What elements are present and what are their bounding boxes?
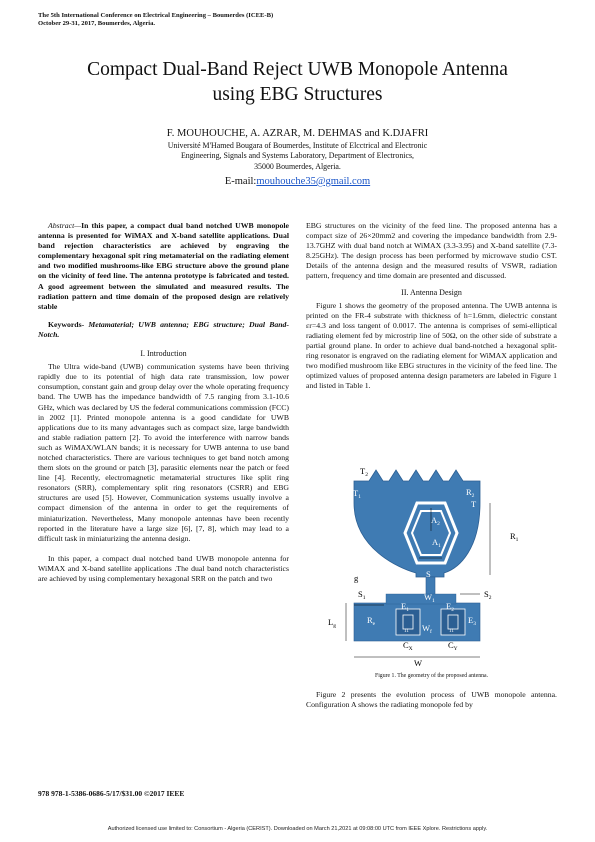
keywords-label: Keywords- [48,319,85,329]
label-t2: T [360,466,366,476]
keywords [38,320,289,340]
svg-text:CY: $C_Y$ [448,640,458,652]
email-label: E-mail: [224,176,257,187]
label-via-right: 11 [449,629,454,634]
antenna-geometry-figure [328,463,540,668]
email-link[interactable]: mouhouche35@gmail.com [256,176,371,187]
svg-text:Wf: $W_f$ [422,623,432,635]
svg-text:E2: $E_2$ [446,601,454,613]
svg-text:S2: $S_2$ [484,589,492,601]
abstract-label: Abstract— [48,221,82,230]
label-r1: R [510,531,516,541]
label-t1: T [353,488,359,498]
right-paragraph-2: Figure 1 shows the geometry of the proposed antenna. The UWB antenna is printed on the FR-4 substrate with thickness of h=1.6mm, dielectric constant εr=4.3 and loss tangent of 0.0017. The antenna is comprises of semi-elliptical radiating element fed by microstrip line of 50Ω, on the other side of substrate a partial ground plane. In order to achieve dual band-notched a hexagonal split-ring resonator is engraved on the radiating element for WiMAX application and two modified mushroom like EBG structures in the vicinity of the feed line. The optimized values of proposed antenna design parameters are labeled in Figure 1 and listed in Table 1. [306,300,557,391]
svg-text:A2: $A_2$ [431,515,440,527]
authors: F. MOUHOUCHE, A. AZRAR, M. DEHMAS and K.DJAFRI [166,128,429,139]
svg-text:T2: $T_2$ [360,466,368,478]
keywords-text: Metamaterial; UWB antenna; EBG structure; Dual Band- Notch. [38,319,290,339]
intro-paragraph-2: In this paper, a compact dual notched band UWB monopole antenna for WiMAX and X-band satellite applications .The dual band notch characteristics are achieved by using complementary hexagonal SRR on the patch and two [38,553,289,583]
svg-text:CX: $C_X$ [403,640,413,652]
right-column-top [306,221,557,392]
svg-text:W1: $W_1$ [424,592,435,604]
conference-name: The 5th International Conference on Electrical Engineering – Boumerdes (ICEE-B) [38,12,274,19]
label-e2: E [446,601,452,611]
label-via-left: 11 [404,629,409,634]
conference-header [38,12,273,28]
license-notice: Authorized licensed use limited to: Consortium - Algeria (CERIST). Downloaded on March 21,2021 at 09:08:00 UTC from IEEE Xplore. Restrictions apply. [107,826,488,832]
left-column [38,221,289,584]
label-a1: A [432,537,439,547]
label-cx: C [403,640,409,650]
title-line-2: using EBG Structures [212,84,383,105]
label-r2: R [466,487,472,497]
abstract-text: In this paper, a compact dual band notched UWB monopole antenna is presented for WiMAX and X-band satellite applications. Dual band rejection characteristics are achieved by engraving the complementary hexagonal spit ring metamaterial on the radiating element and two modified mushrooms-like EBG structure above the ground plane on the vicinity of feed line. The antenna prototype is fabricated and tested. A good agreement between the simulated and measured results. The radiation pattern and time domain of the proposed design are relatively stable [38,221,289,311]
svg-text:E3: $E_3$ [468,615,476,627]
affiliation [60,141,535,172]
svg-text:S1: $S_1$ [358,589,366,601]
label-g: g [354,573,359,583]
label-re: R [367,615,373,625]
svg-text:A1: $A_1$ [432,537,441,549]
copyright-footer: 978 978-1-5386-0686-5/17/$31.00 ©2017 IEEE [38,789,185,798]
label-wf: W [422,623,431,633]
affiliation-line: 35000 Boumerdes, Algeria. [254,161,341,171]
svg-text:Re: $R_e$ [367,615,376,627]
title-line-1: Compact Dual-Band Reject UWB Monopole Antenna [87,59,508,80]
right-column-bottom [306,690,557,710]
label-s: S [426,569,431,579]
right-paragraph-1: EBG structures on the vicinity of the feed line. The proposed antenna has a compact size of 26×20mm2 and covering the impedance bandwidth from 2.9-13.7GHZ with dual band notch at WiMAX (3.3-3.95) and X-band satellite (7.3-8.25GHz). The design process has been performed by microwave studio CST. Details of the antenna design and the measured results of VSWR, radiation pattern, frequency and time domain are presented and discussed. [306,221,557,281]
label-t: T [471,499,477,509]
label-s2: S [484,589,489,599]
label-w: W [414,658,423,668]
right-paragraph-3: Figure 2 presents the evolution process of UWB monopole antenna. Configuration A shows the radiating monopole fed by [306,690,557,710]
email-line [20,176,575,187]
label-lg: L [328,617,334,627]
section-heading-introduction: I. Introduction [140,349,187,359]
label-e1: E [401,601,407,611]
affiliation-line: Université M'Hamed Bougara of Boumerdes, Institute of Elcctrical and Electronic [167,141,428,150]
label-e3: E [468,615,474,625]
affiliation-line: Engineering, Signals and Systems Laboratory, Department of Electronics, [180,151,415,161]
svg-text:T1: $T_1$ [353,488,361,500]
abstract [38,221,289,312]
label-a2: A [431,515,438,525]
paper-title [20,57,575,107]
intro-paragraph-1: The Ultra wide-band (UWB) communication systems have been thriving rapidly due to its potential of high data rate transmission, low power consumption, constant gain and group delay over the whole operating frequency band. The UWB has the impedance bandwidth of 7.5 ranging from 3.1-10.6 GHz, which was declared by US the federal communications commission (FCC) in 2002 [1]. Printed monopole antenna is a good candidate for UWB applications due to its many advantages such as compact size, large bandwidth and stable radiation pattern [2]. To avoid the interference with narrow bands such as WiMAX/WLAN bands; it is necessary for UWB antenna to use band notched characteristics. There are various techniques to get band notch among them slots on the ground or patch [3], parasitic elements near the patch or feed line [4]. Recently, electromagnetic metamaterial structures like split ring resonators (SRR), complementary split ring resonators (CSRR) and EBG structures are used [5]. However, Communication systems usually involve a compact dimension of the antenna in order to get the requirements of miniaturization. Nevertheless, Many monopole antennas have been recently reported in the literature have a large size [6], [7, 8], which may lead to a difficult task in miniaturizing the antenna design. [38,362,289,543]
label-w1: W [424,592,433,602]
section-heading-antenna-design: II. Antenna Design [401,287,462,297]
svg-text:R1: $R_1$ [510,531,519,543]
svg-text:E1: $E_1$ [401,601,409,613]
conference-date: October 29-31, 2017, Boumerdes, Algeria. [38,20,156,27]
figure-caption: Figure 1. The geometry of the proposed antenna. [374,673,489,679]
label-cy: C [448,640,454,650]
svg-text:R2: $R_2$ [466,487,475,499]
svg-text:Lg: $L_g$ [328,617,336,629]
label-s1: S [358,589,363,599]
